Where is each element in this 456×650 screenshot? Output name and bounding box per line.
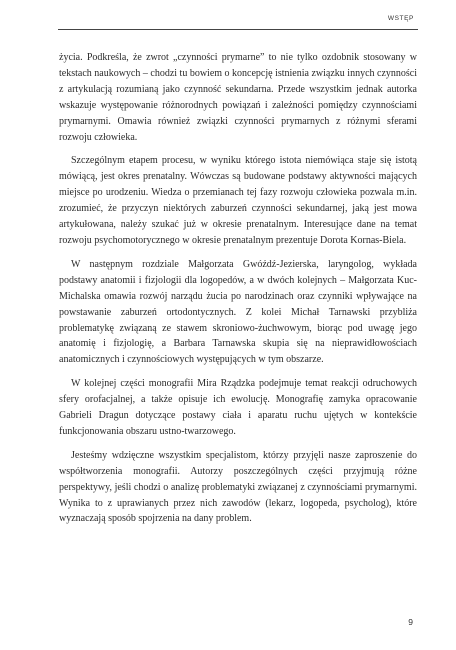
main-text	[59, 50, 417, 535]
paragraph-3: W następnym rozdziale Małgorzata Gwóźdź-Jezierska, laryngolog, wykłada podstawy anatomii i fizjologii dla logopedów, a w dwóch kolejnych – Małgorzata Kuc-Michalska omawia rozwój narządu żucia po narodzinach oraz czynniki wpływające na powstawanie zaburzeń ortodontycznych. Z kolei Michał Tarnawski przybliża problematykę związaną ze stawem skroniowo-żuchwowym, biorąc pod uwagę jego anatomię i fizjologię, a Barbara Tarnawska skupia się na nieprawidłowościach anatomicznych i czynnościowych występujących w tym obszarze.	[59, 258, 417, 366]
header-rule	[58, 29, 418, 30]
paragraph-4: W kolejnej części monografii Mira Rządzka podejmuje temat reakcji odruchowych sfery orofacjalnej, a także opisuje ich ewolucję. Monografię zamyka opracowanie Gabrieli Dragun dotyczące postawy ciała i aparatu ruchu ujętych w kontekście funkcjonowania obszaru ustno-twarzowego.	[59, 378, 417, 437]
running-header: WSTĘP	[387, 15, 414, 22]
paragraph-5: Jesteśmy wdzięczne wszystkim specjalistom, którzy przyjęli nasze zaproszenie do współtworzenia monografii. Autorzy poszczególnych części przyjmują różne perspektywy, jeśli chodzi o analizę problematyki związanej z czynnościami prymarnymi. Wynika to z uprawianych przez nich zawodów (lekarz, logopeda, psycholog), które wyznaczają sposób spojrzenia na dany problem.	[59, 449, 417, 525]
page-number: 9	[408, 617, 413, 627]
paragraph-2: Szczególnym etapem procesu, w wyniku którego istota niemówiąca staje się istotą mówiącą, jest okres prenatalny. Wówczas są budowane podstawy aktywności mających miejsce po urodzeniu. Wiedza o przemianach tej fazy rozwoju człowieka pozwala m.in. zrozumieć, że przyczyn niektórych zaburzeń czynności sekundarnej, jaką jest mowa artykułowana, należy szukać już w okresie prenatalnym. Interesujące dane na temat rozwoju psychomotorycznego w okresie prenatalnym prezentuje Dorota Kornas-Biela.	[59, 155, 417, 246]
paragraph-1: życia. Podkreśla, że zwrot „czynności prymarne” to nie tylko ozdobnik stosowany w tekstach naukowych – chodzi tu bowiem o koncepcję istnienia związku innych czynności z artykulacją rozumianą jako czynność sekundarna. Przede wszystkim jednak autorka wskazuje występowanie różnorodnych powiązań i zależności pomiędzy czynnościami prymarnymi. Omawia również związki czynności prymarnych z różnymi sferami rozwoju człowieka.	[59, 52, 417, 143]
